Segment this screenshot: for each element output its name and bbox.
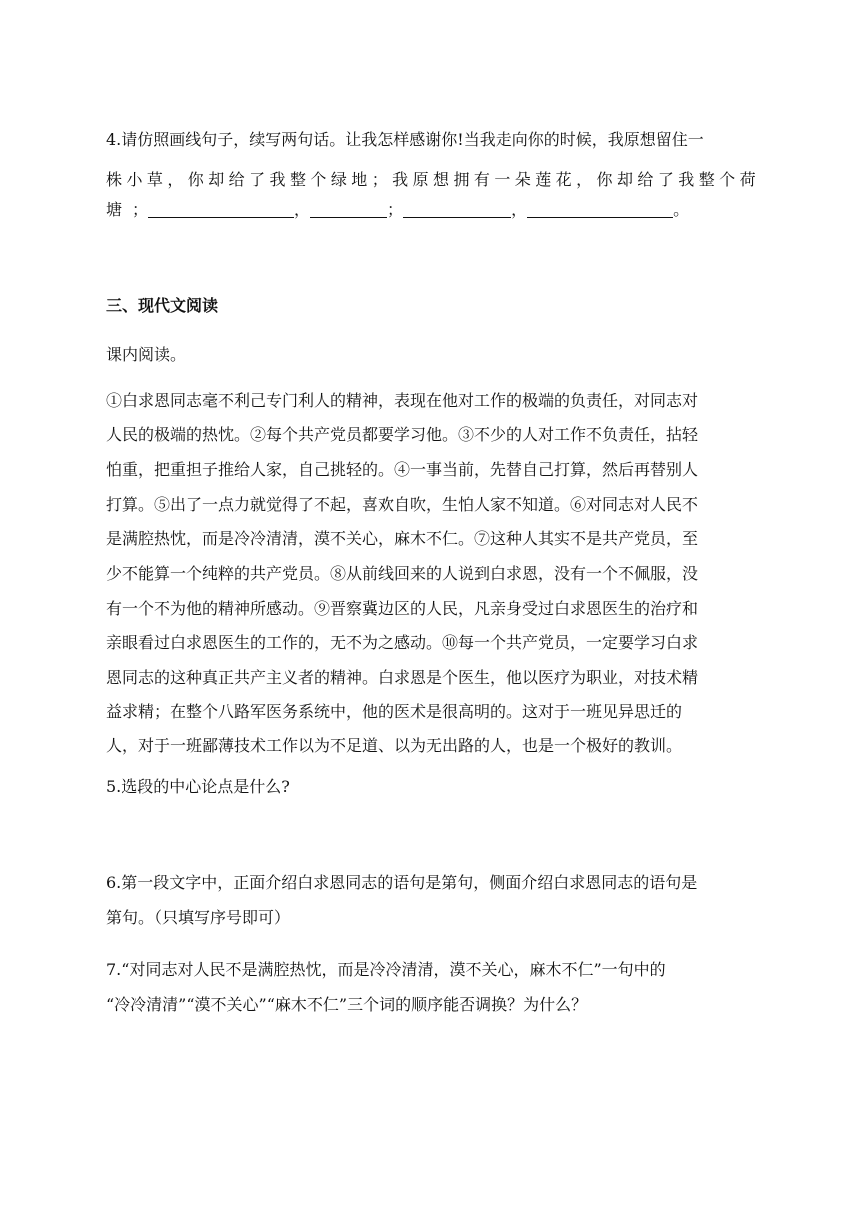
passage-line: 人民的极端的热忱。②每个共产党员都要学习他。③不少的人对工作不负责任，拈轻: [106, 425, 699, 444]
question-6-line-1: 6.第一段文字中，正面介绍白求恩同志的语句是第句，侧面介绍白求恩同志的语句是: [106, 873, 698, 892]
answer-blank-4[interactable]: [527, 201, 673, 218]
answer-blank-1[interactable]: [148, 201, 294, 218]
passage-line: 亲眼看过白求恩医生的工作的，无不为之感动。⑩每一个共产党员，一定要学习白求: [106, 633, 699, 652]
passage-line: 是满腔热忱，而是冷冷清清，漠不关心，麻木不仁。⑦这种人其实不是共产党员，至: [106, 529, 699, 548]
q4-line-3: 塘 ； ， ； ， 。: [106, 200, 690, 219]
question-7-line-2: “冷冷清清”“漠不关心”“麻木不仁”三个词的顺序能否调换？为什么？: [106, 995, 588, 1014]
passage-line: 怕重，把重担子推给人家，自己挑轻的。④一事当前，先替自己打算，然后再替别人: [106, 460, 699, 479]
question-5: 5.选段的中心论点是什么?: [106, 777, 290, 796]
passage-line: 恩同志的这种真正共产主义者的精神。白求恩是个医生，他以医疗为职业，对技术精: [106, 668, 699, 687]
answer-blank-2[interactable]: [310, 201, 387, 218]
passage-line: 打算。⑤出了一点力就觉得了不起，喜欢自吹，生怕人家不知道。⑥对同志对人民不: [106, 495, 699, 514]
passage-line: ①白求恩同志毫不利己专门利人的精神，表现在他对工作的极端的负责任，对同志对: [106, 391, 699, 410]
passage-line: 益求精；在整个八路军医务系统中，他的医术是很高明的。这对于一班见异思迁的: [106, 702, 683, 721]
section-subtitle: 课内阅读。: [106, 345, 187, 364]
answer-blank-3[interactable]: [403, 201, 511, 218]
section-heading: 三、现代文阅读: [106, 296, 219, 315]
q4-line-1: 4.请仿照画线句子，续写两句话。让我怎样感谢你!当我走向你的时候，我原想留住一: [106, 130, 704, 149]
question-7-line-1: 7.“对同志对人民不是满腔热忱，而是冷冷清清，漠不关心，麻木不仁”一句中的: [106, 960, 666, 979]
q4-line-2: 株 小 草 ， 你 却 给 了 我 整 个 绿 地 ； 我 原 想 拥 有 一 朵 莲 花 ， 你 却 给 了 我 整 个 荷: [106, 170, 756, 189]
question-6-line-2: 第句。（只填写序号即可）: [106, 908, 291, 927]
passage-line: 少不能算一个纯粹的共产党员。⑧从前线回来的人说到白求恩，没有一个不佩服，没: [106, 564, 699, 583]
passage-line: 有一个不为他的精神所感动。⑨晋察冀边区的人民，凡亲身受过白求恩医生的治疗和: [106, 599, 699, 618]
passage-line: 人，对于一班鄙薄技术工作以为不足道、以为无出路的人，也是一个极好的教训。: [106, 736, 683, 755]
